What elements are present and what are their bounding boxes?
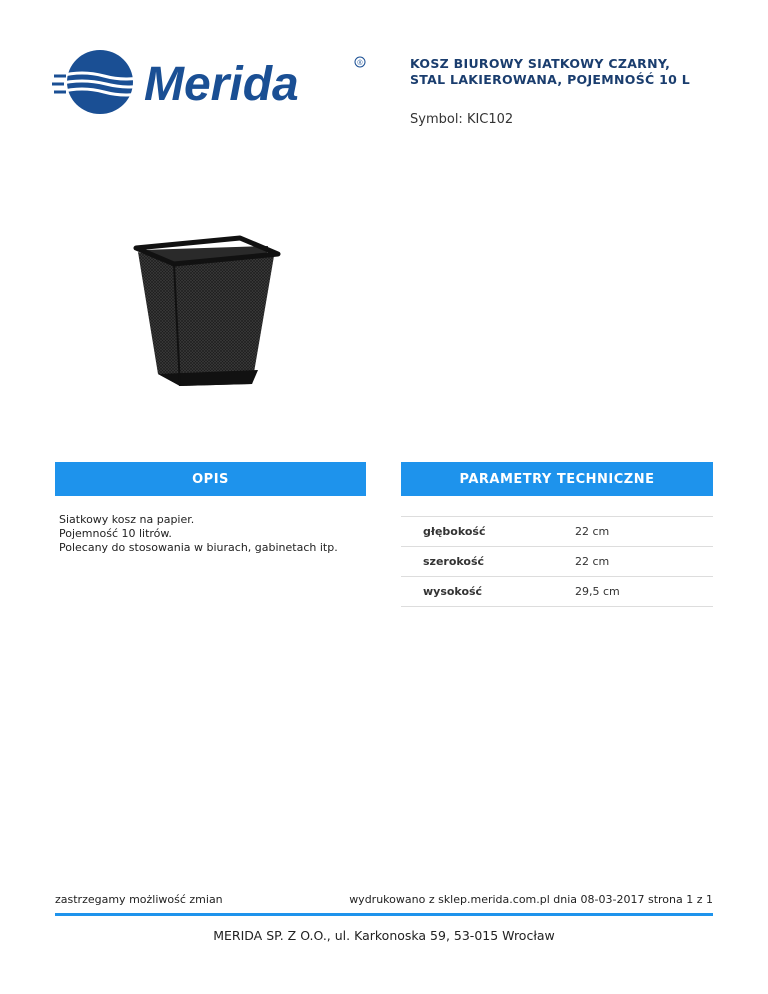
product-image (128, 234, 284, 396)
description-heading: OPIS (55, 462, 366, 496)
footer-disclaimer: zastrzegamy możliwość zmian (55, 893, 223, 906)
product-title: KOSZ BIUROWY SIATKOWY CZARNY, STAL LAKIEROWANA, POJEMNOŚĆ 10 L (410, 56, 691, 87)
param-value: 22 cm (575, 555, 610, 568)
param-value: 22 cm (575, 525, 610, 538)
registered-mark: ® (357, 60, 363, 67)
param-row-depth (401, 517, 713, 547)
company-address: MERIDA SP. Z O.O., ul. Karkonoska 59, 53-015 Wrocław (213, 928, 555, 943)
params-table (401, 516, 713, 607)
param-value: 29,5 cm (575, 585, 620, 598)
params-heading: PARAMETRY TECHNICZNE (401, 462, 713, 496)
footer-print-info: wydrukowano z sklep.merida.com.pl dnia 08-03-2017 strona 1 z 1 (349, 893, 713, 906)
description-line: Siatkowy kosz na papier. (59, 513, 195, 526)
logo-wordmark: Merida (144, 58, 299, 111)
description-line: Pojemność 10 litrów. (59, 527, 172, 540)
param-name: wysokość (423, 585, 483, 598)
product-symbol: Symbol: KIC102 (410, 112, 514, 127)
param-row-width (401, 547, 713, 577)
wave-emblem-icon (52, 50, 152, 114)
param-row-height (401, 577, 713, 607)
footer-divider (55, 913, 713, 916)
merida-logo (52, 48, 370, 116)
description (59, 513, 338, 555)
description-line: Polecany do stosowania w biurach, gabinetach itp. (59, 541, 338, 554)
param-name: głębokość (423, 525, 486, 538)
param-name: szerokość (423, 555, 485, 568)
